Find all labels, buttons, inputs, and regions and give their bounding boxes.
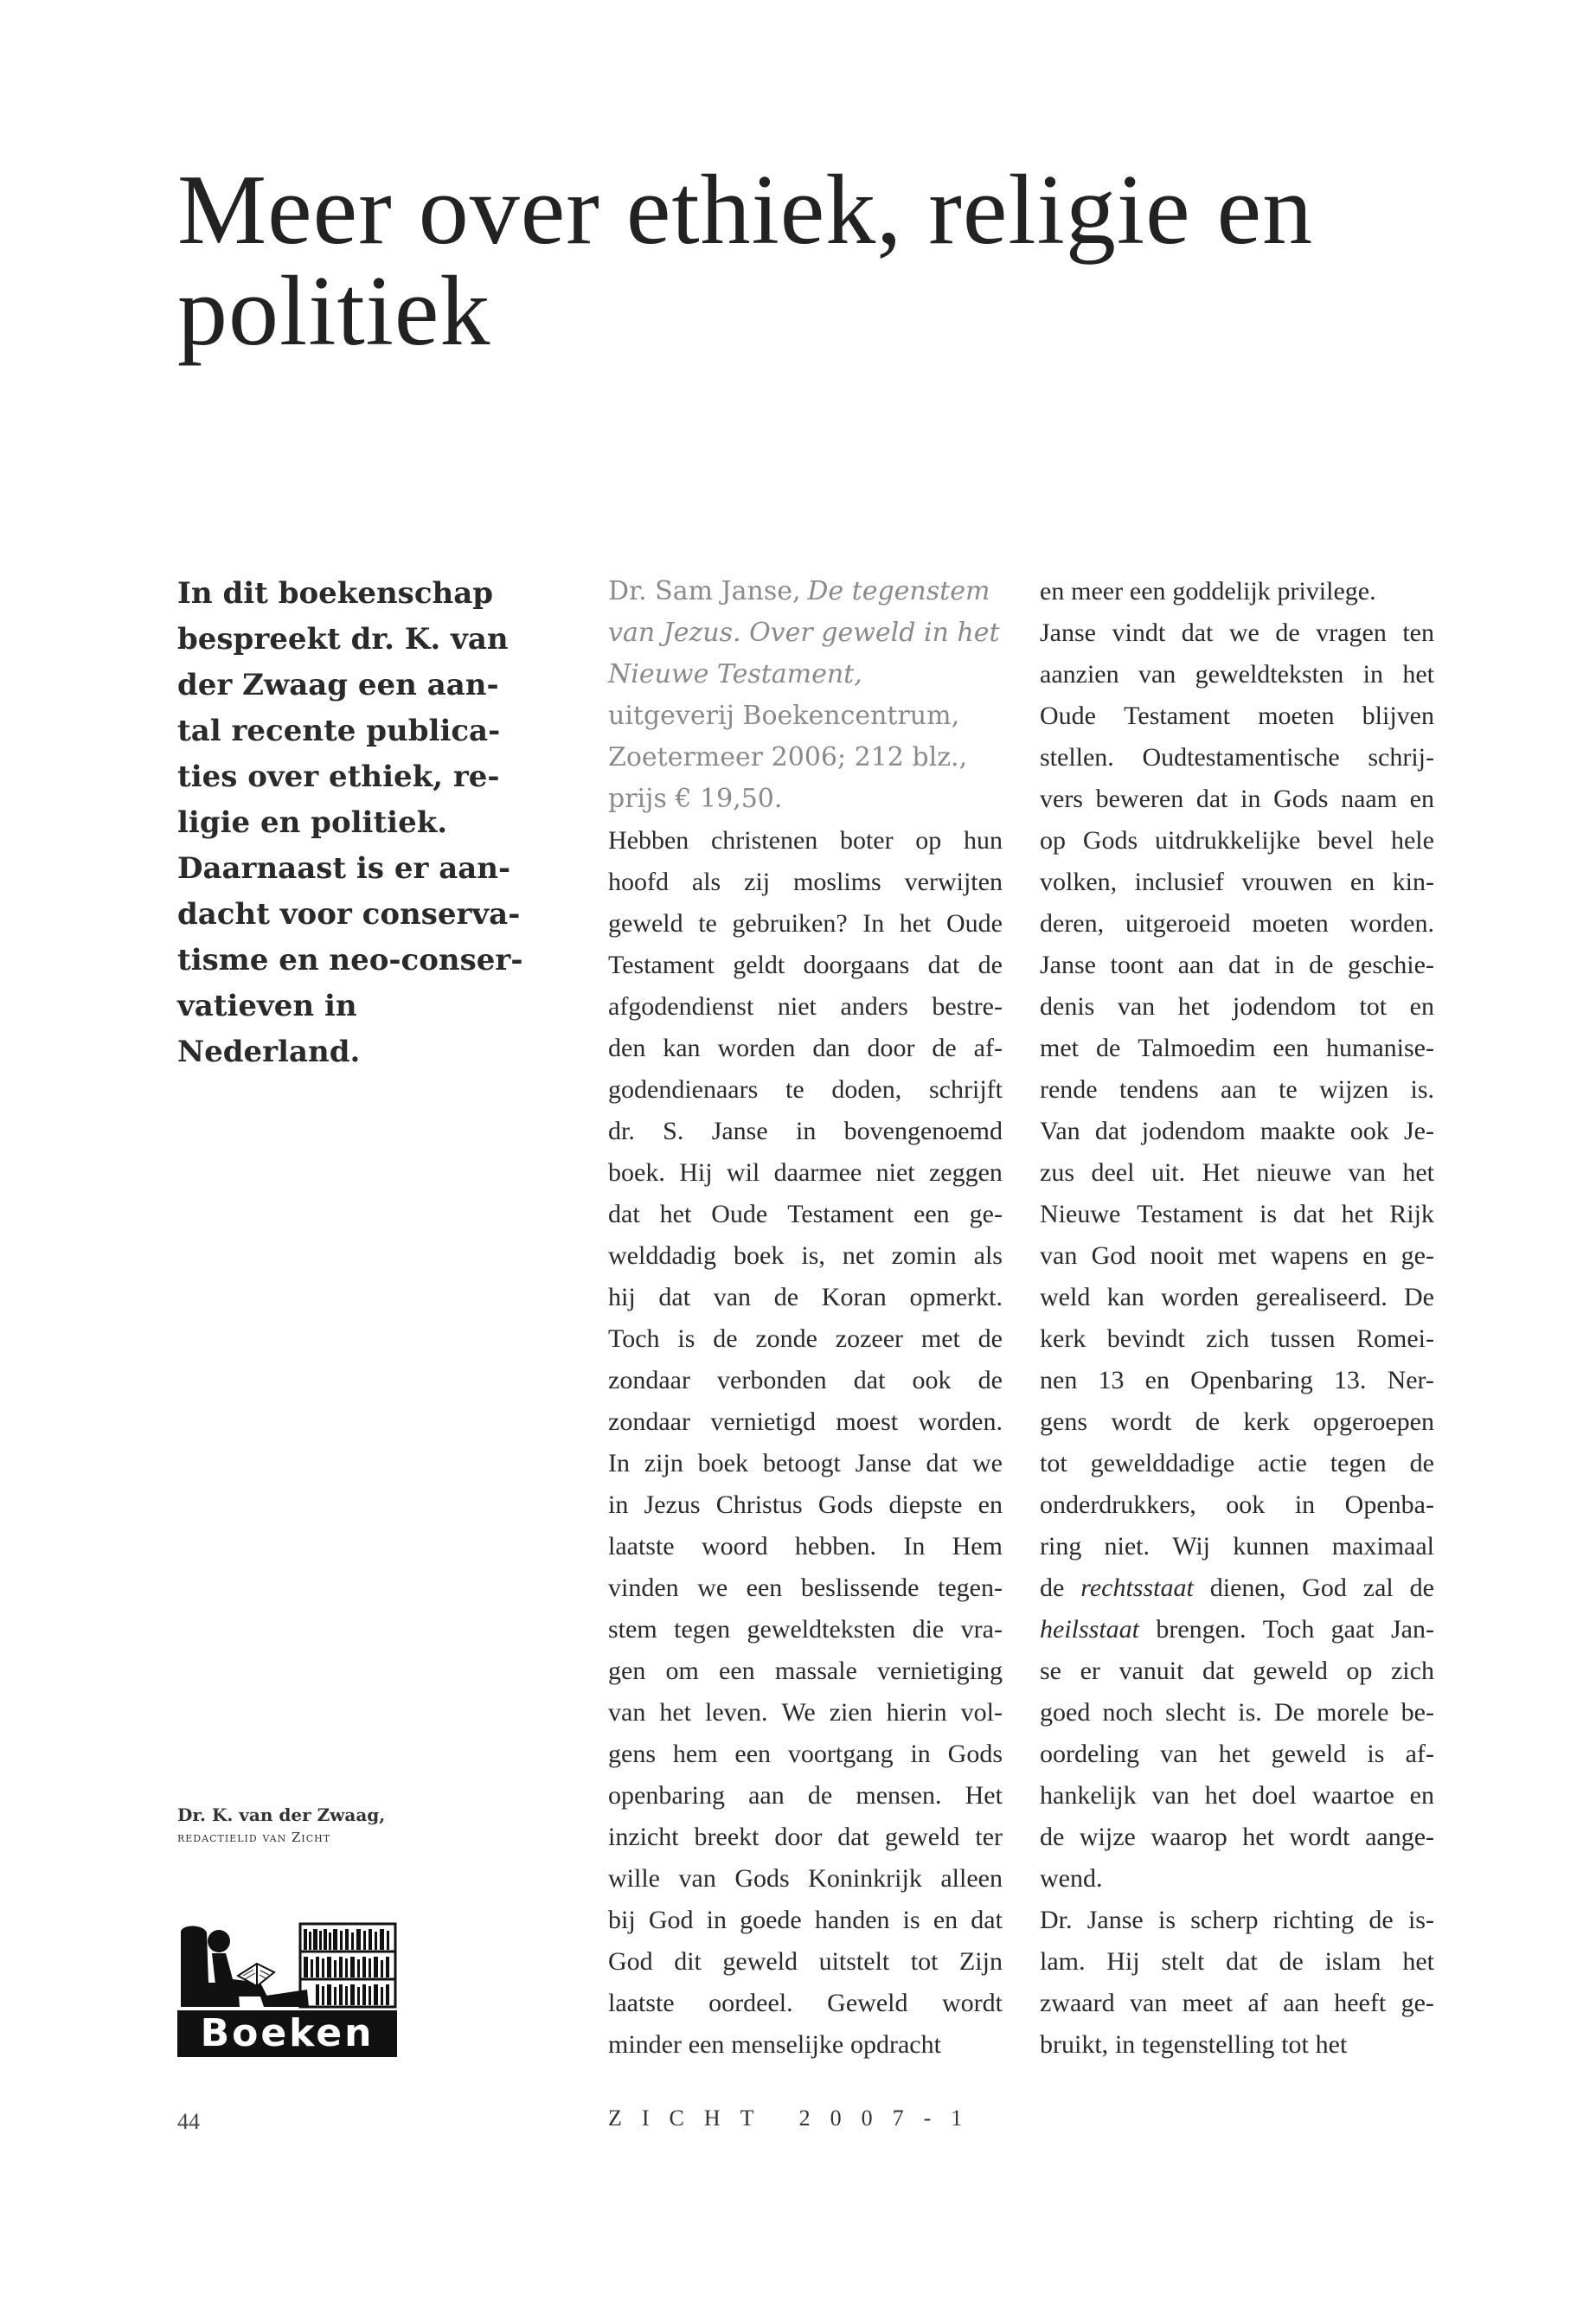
text-line: openbaring aan de mensen. Het bbox=[608, 1781, 1003, 1810]
intro-line: der Zwaag een aan- bbox=[177, 668, 499, 702]
text-line: rende tendens aan te wijzen is. bbox=[1040, 1075, 1434, 1104]
book-title-2: van Jezus. Over geweld in het bbox=[608, 618, 1000, 648]
page-title bbox=[177, 155, 1432, 367]
text-line: vinden we een beslissende tegen- bbox=[608, 1574, 1003, 1602]
book-price: prijs € 19,50. bbox=[608, 784, 783, 814]
text-line: vers beweren dat in Gods naam en bbox=[1040, 785, 1434, 813]
text-line: gen om een massale vernietiging bbox=[608, 1657, 1003, 1685]
author-role: redactielid van Zicht bbox=[177, 1830, 331, 1845]
text-line: stem tegen geweldteksten die vra- bbox=[608, 1615, 1003, 1644]
intro-line: tisme en neo-conser- bbox=[177, 943, 523, 977]
text-line: goed noch slecht is. De morele be- bbox=[1040, 1698, 1434, 1727]
intro-line: Daarnaast is er aan- bbox=[177, 851, 511, 886]
page-number: 44 bbox=[177, 2109, 200, 2134]
text-line: laatste oordeel. Geweld wordt bbox=[608, 1989, 1003, 2017]
intro-line: ties over ethiek, re- bbox=[177, 760, 500, 794]
author-name: Dr. K. van der Zwaag, bbox=[177, 1804, 386, 1825]
text-line: van God nooit met wapens en ge- bbox=[1040, 1241, 1434, 1270]
text-line: bij God in goede handen is en dat bbox=[608, 1906, 1003, 1934]
text-line: op Gods uitdrukkelijke bevel hele bbox=[1040, 826, 1434, 855]
book-title-3: Nieuwe Testament, bbox=[608, 659, 862, 689]
text-line: de rechtsstaat dienen, God zal de bbox=[1040, 1574, 1434, 1602]
text-line: Janse vindt dat we de vragen ten bbox=[1040, 619, 1434, 647]
text-line: in Jezus Christus Gods diepste en bbox=[608, 1490, 1003, 1519]
boeken-logo bbox=[177, 1922, 397, 2057]
text-line: geweld te gebruiken? In het Oude bbox=[608, 909, 1003, 938]
text-line: Dr. Janse is scherp richting de is- bbox=[1040, 1906, 1434, 1934]
text-line: God dit geweld uitstelt tot Zijn bbox=[608, 1947, 1003, 1976]
intro-line: Nederland. bbox=[177, 1035, 361, 1069]
text-line: den kan worden dan door de af- bbox=[608, 1034, 1003, 1062]
text-line: de wijze waarop het wordt aange- bbox=[1040, 1823, 1434, 1851]
article-column-1 bbox=[608, 571, 1003, 2066]
intro-line: dacht voor conserva- bbox=[177, 897, 521, 932]
intro-line: ligie en politiek. bbox=[177, 805, 448, 840]
text-line: onderdrukkers, ook in Openba- bbox=[1040, 1490, 1434, 1519]
intro-lead bbox=[177, 571, 523, 1075]
text-line: heilsstaat brengen. Toch gaat Jan- bbox=[1040, 1615, 1434, 1644]
text-line: deren, uitgeroeid moeten worden. bbox=[1040, 909, 1434, 938]
logo-label: Boeken bbox=[200, 2011, 375, 2055]
text-line: oordeling van het geweld is af- bbox=[1040, 1740, 1434, 1768]
title-line-1: Meer over ethiek, religie en bbox=[177, 155, 1314, 266]
text-line: hoofd als zij moslims verwijten bbox=[608, 868, 1003, 896]
text-line: gens wordt de kerk opgeroepen bbox=[1040, 1407, 1434, 1436]
text-line: minder een menselijke opdracht bbox=[608, 2030, 941, 2059]
text-line: tot gewelddadige actie tegen de bbox=[1040, 1449, 1434, 1477]
text-line: In zijn boek betoogt Janse dat we bbox=[608, 1449, 1003, 1477]
journal-name: ZICHT 2007-1 bbox=[608, 2106, 983, 2131]
book-publisher: uitgeverij Boekencentrum, bbox=[608, 701, 960, 731]
text-line: ring niet. Wij kunnen maximaal bbox=[1040, 1532, 1434, 1561]
text-line: laatste woord hebben. In Hem bbox=[608, 1532, 1003, 1561]
text-line: zondaar vernietigd moest worden. bbox=[608, 1407, 1003, 1436]
intro-line: bespreekt dr. K. van bbox=[177, 622, 509, 657]
text-line: wend. bbox=[1040, 1864, 1103, 1893]
text-line: dr. S. Janse in bovengenoemd bbox=[608, 1117, 1003, 1145]
text-line: Van dat jodendom maakte ook Je- bbox=[1040, 1117, 1434, 1145]
text-line: godendienaars te doden, schrijft bbox=[608, 1075, 1003, 1104]
text-line: Hebben christenen boter op hun bbox=[608, 826, 1003, 855]
article-body-1 bbox=[608, 820, 1003, 2066]
text-line: wille van Gods Koninkrijk alleen bbox=[608, 1864, 1003, 1893]
text-line: zus deel uit. Het nieuwe van het bbox=[1040, 1158, 1434, 1187]
text-line: met de Talmoedim een humanise- bbox=[1040, 1034, 1434, 1062]
text-line: Toch is de zonde zozeer met de bbox=[608, 1324, 1003, 1353]
text-line: van het leven. We zien hierin vol- bbox=[608, 1698, 1003, 1727]
text-line: kerk bevindt zich tussen Romei- bbox=[1040, 1324, 1434, 1353]
text-line: en meer een goddelijk privilege. bbox=[1040, 577, 1376, 606]
text-line: hij dat van de Koran opmerkt. bbox=[608, 1283, 1003, 1311]
text-line: hankelijk van het doel waartoe en bbox=[1040, 1781, 1434, 1810]
intro-line: tal recente publica- bbox=[177, 714, 501, 748]
text-line: welddadig boek is, net zomin als bbox=[608, 1241, 1003, 1270]
book-reference bbox=[608, 571, 1003, 820]
text-line: Janse toont aan dat in de geschie- bbox=[1040, 951, 1434, 979]
text-line: lam. Hij stelt dat de islam het bbox=[1040, 1947, 1434, 1976]
text-line: se er vanuit dat geweld op zich bbox=[1040, 1657, 1434, 1685]
book-title-1: De tegenstem bbox=[807, 576, 990, 606]
title-line-2: politiek bbox=[177, 256, 491, 367]
text-line: inzicht breekt door dat geweld ter bbox=[608, 1823, 1003, 1851]
text-line: gens hem een voortgang in Gods bbox=[608, 1740, 1003, 1768]
text-line: Testament geldt doorgaans dat de bbox=[608, 951, 1003, 979]
book-place: Zoetermeer 2006; 212 blz., bbox=[608, 742, 968, 772]
text-line: nen 13 en Openbaring 13. Ner- bbox=[1040, 1366, 1434, 1394]
text-line: stellen. Oudtestamentische schrij- bbox=[1040, 743, 1434, 772]
text-line: weld kan worden gerealiseerd. De bbox=[1040, 1283, 1434, 1311]
text-line: dat het Oude Testament een ge- bbox=[608, 1200, 1003, 1228]
text-line: denis van het jodendom tot en bbox=[1040, 992, 1434, 1021]
text-line: aanzien van geweldteksten in het bbox=[1040, 660, 1434, 689]
intro-line: In dit boekenschap bbox=[177, 576, 494, 611]
text-line: zwaard van meet af aan heeft ge- bbox=[1040, 1989, 1434, 2017]
text-line: volken, inclusief vrouwen en kin- bbox=[1040, 868, 1434, 896]
article-column-2 bbox=[1040, 571, 1434, 2066]
author-credit bbox=[177, 1804, 523, 1849]
text-line: boek. Hij wil daarmee niet zeggen bbox=[608, 1158, 1003, 1187]
text-line: zondaar verbonden dat ook de bbox=[608, 1366, 1003, 1394]
text-line: Nieuwe Testament is dat het Rijk bbox=[1040, 1200, 1434, 1228]
text-line: Oude Testament moeten blijven bbox=[1040, 702, 1434, 730]
book-author: Dr. Sam Janse, bbox=[608, 576, 801, 606]
reader-with-bookshelf-icon bbox=[181, 1924, 395, 2007]
intro-line: vatieven in bbox=[177, 989, 357, 1023]
text-line: afgodendienst niet anders bestre- bbox=[608, 992, 1003, 1021]
text-line: bruikt, in tegenstelling tot het bbox=[1040, 2030, 1348, 2059]
